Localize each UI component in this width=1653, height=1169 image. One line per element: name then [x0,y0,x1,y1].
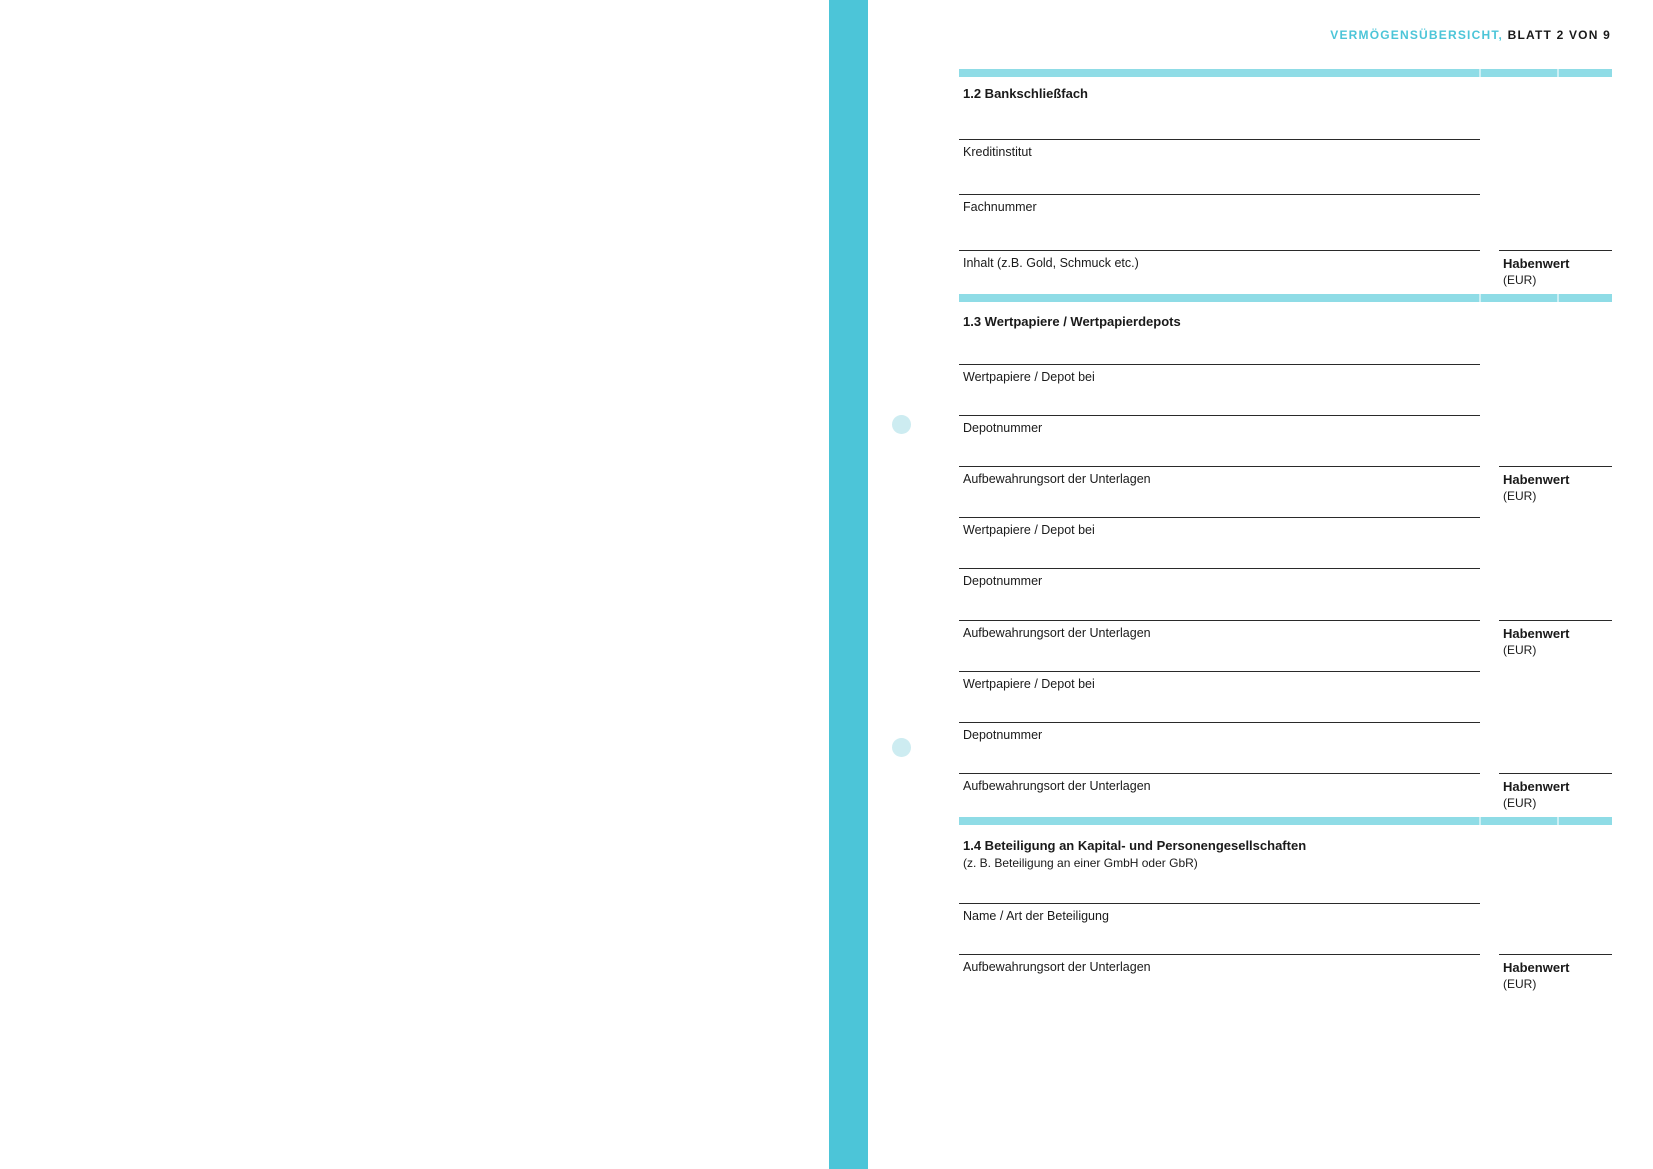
inhalt-label: Inhalt (z.B. Gold, Schmuck etc.) [963,256,1139,270]
section-divider-1-2 [959,69,1612,77]
depot-bei-label: Wertpapiere / Depot bei [963,677,1095,691]
habenwert-label: Habenwert [1503,472,1570,487]
habenwert-unit: (EUR) [1503,643,1537,657]
section-title-1-3: 1.3 Wertpapiere / Wertpapierdepots [963,314,1181,329]
punch-hole-bottom [892,738,911,757]
depotnummer-label: Depotnummer [963,421,1043,435]
depot-bei-label: Wertpapiere / Depot bei [963,523,1095,537]
habenwert-label: Habenwert [1503,779,1570,794]
aufbewahrungsort-field-line[interactable] [959,773,1480,774]
binding-stripe [829,0,868,1169]
depot-bei-label: Wertpapiere / Depot bei [963,370,1095,384]
habenwert-unit: (EUR) [1503,796,1537,810]
habenwert-field-line[interactable] [1499,466,1612,467]
fachnummer-field-line[interactable] [959,194,1480,195]
depotnummer-label: Depotnummer [963,728,1043,742]
habenwert-label: Habenwert [1503,626,1570,641]
depotnummer-field-line[interactable] [959,722,1480,723]
aufbewahrungsort-label: Aufbewahrungsort der Unterlagen [963,626,1151,640]
depot-bei-field-line[interactable] [959,671,1480,672]
punch-hole-top [892,415,911,434]
aufbewahrungsort-label: Aufbewahrungsort der Unterlagen [963,779,1151,793]
section-title-1-2: 1.2 Bankschließfach [963,86,1088,101]
habenwert-label: Habenwert [1503,256,1570,271]
depot-bei-field-line[interactable] [959,517,1480,518]
habenwert-field-line[interactable] [1499,250,1612,251]
habenwert-unit: (EUR) [1503,273,1537,287]
aufbewahrungsort-label: Aufbewahrungsort der Unterlagen [963,472,1151,486]
page-header [1330,28,1611,42]
beteiligung-name-label: Name / Art der Beteiligung [963,909,1109,923]
fachnummer-label: Fachnummer [963,200,1037,214]
header-title: VERMÖGENSÜBERSICHT, [1330,28,1504,42]
habenwert-field-line[interactable] [1499,954,1612,955]
kreditinstitut-field-line[interactable] [959,139,1480,140]
section-title-1-4: 1.4 Beteiligung an Kapital- und Personengesellschaften [963,838,1307,853]
kreditinstitut-label: Kreditinstitut [963,145,1032,159]
depotnummer-label: Depotnummer [963,574,1043,588]
habenwert-unit: (EUR) [1503,489,1537,503]
depotnummer-field-line[interactable] [959,568,1480,569]
depot-bei-field-line[interactable] [959,364,1480,365]
aufbewahrungsort-field-line[interactable] [959,620,1480,621]
aufbewahrungsort-field-line[interactable] [959,954,1480,955]
habenwert-field-line[interactable] [1499,773,1612,774]
beteiligung-name-field-line[interactable] [959,903,1480,904]
habenwert-field-line[interactable] [1499,620,1612,621]
depotnummer-field-line[interactable] [959,415,1480,416]
aufbewahrungsort-label: Aufbewahrungsort der Unterlagen [963,960,1151,974]
header-page-number: BLATT 2 VON 9 [1507,28,1611,42]
habenwert-unit: (EUR) [1503,977,1537,991]
inhalt-field-line[interactable] [959,250,1480,251]
section-divider-1-3 [959,294,1612,302]
section-divider-1-4 [959,817,1612,825]
aufbewahrungsort-field-line[interactable] [959,466,1480,467]
habenwert-label: Habenwert [1503,960,1570,975]
section-subtitle-1-4: (z. B. Beteiligung an einer GmbH oder GbR) [963,856,1198,870]
